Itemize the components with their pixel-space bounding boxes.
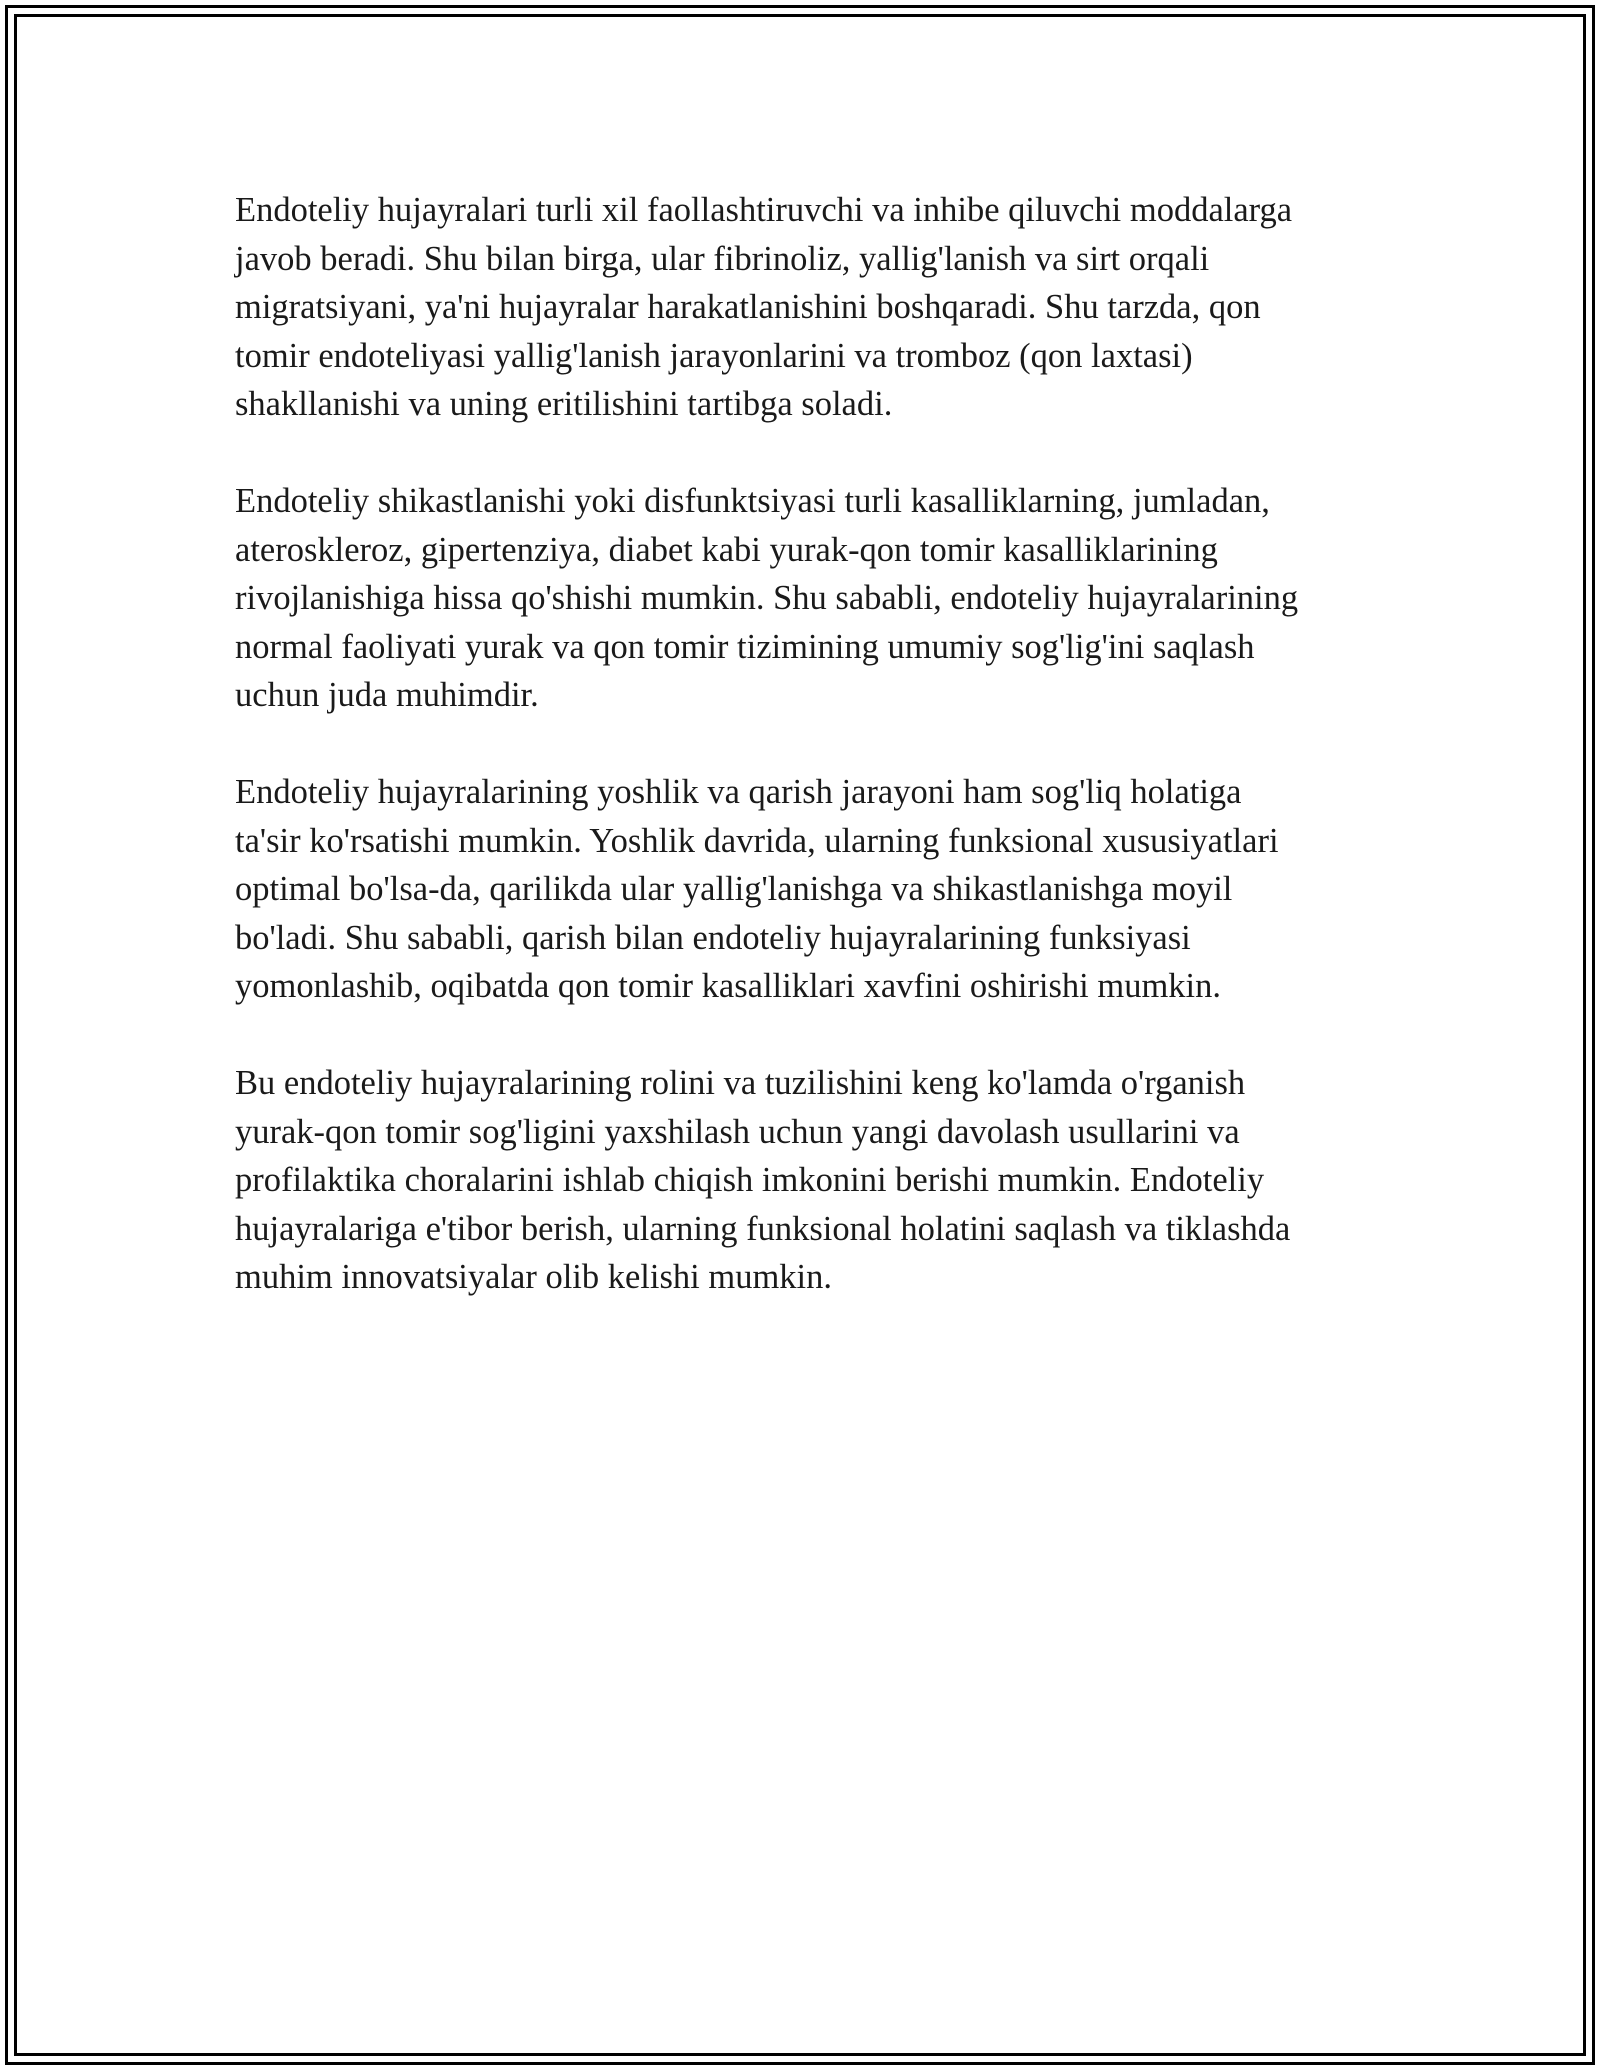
text-line: yurak-qon tomir sog'ligini yaxshilash uchun yangi davolash usullarini va — [235, 1112, 1240, 1151]
text-line: bo'ladi. Shu sababli, qarish bilan endoteliy hujayralarining funksiyasi — [235, 918, 1191, 957]
text-line: Endoteliy hujayralari turli xil faollashtiruvchi va inhibe qiluvchi moddalarga — [235, 191, 1293, 229]
paragraph-2 — [235, 477, 1385, 720]
text-line: profilaktika choralarini ishlab chiqish imkonini berishi mumkin. Endoteliy — [235, 1161, 1265, 1199]
text-line: javob beradi. Shu bilan birga, ular fibrinoliz, yallig'lanish va sirt orqali — [235, 239, 1210, 278]
text-line: muhim innovatsiyalar olib kelishi mumkin. — [235, 1258, 832, 1296]
text-line: Bu endoteliy hujayralarining rolini va tuzilishini keng ko'lamda o'rganish — [235, 1064, 1246, 1102]
text-line: Endoteliy shikastlanishi yoki disfunktsiyasi turli kasalliklarning, jumladan, — [235, 482, 1270, 520]
text-line: optimal bo'lsa-da, qarilikda ular yallig'lanishga va shikastlanishga moyil — [235, 870, 1233, 908]
text-line: ta'sir ko'rsatishi mumkin. Yoshlik davrida, ularning funksional xususiyatlari — [235, 821, 1279, 860]
text-line: normal faoliyati yurak va qon tomir tizimining umumiy sog'lig'ini saqlash — [235, 627, 1255, 666]
text-line: hujayralariga e'tibor berish, ularning funksional holatini saqlash va tiklashda — [235, 1209, 1291, 1248]
text-line: uchun juda muhimdir. — [235, 676, 539, 714]
text-line: Endoteliy hujayralarining yoshlik va qarish jarayoni ham sog'liq holatiga — [235, 773, 1242, 811]
text-line: ateroskleroz, gipertenziya, diabet kabi yurak-qon tomir kasalliklarining — [235, 530, 1218, 569]
text-line: tomir endoteliyasi yallig'lanish jarayonlarini va tromboz (qon laxtasi) — [235, 336, 1193, 375]
paragraph-4 — [235, 1059, 1385, 1302]
text-line: migratsiyani, ya'ni hujayralar harakatlanishini boshqaradi. Shu tarzda, qon — [235, 288, 1261, 326]
text-line: yomonlashib, oqibatda qon tomir kasalliklari xavfini oshirishi mumkin. — [235, 967, 1222, 1005]
paragraph-1 — [235, 186, 1385, 429]
text-line: rivojlanishiga hissa qo'shishi mumkin. Shu sababli, endoteliy hujayralarining — [235, 579, 1299, 617]
document-body — [235, 186, 1385, 1350]
text-line: shakllanishi va uning eritilishini tartibga soladi. — [235, 385, 893, 423]
paragraph-3 — [235, 768, 1385, 1011]
